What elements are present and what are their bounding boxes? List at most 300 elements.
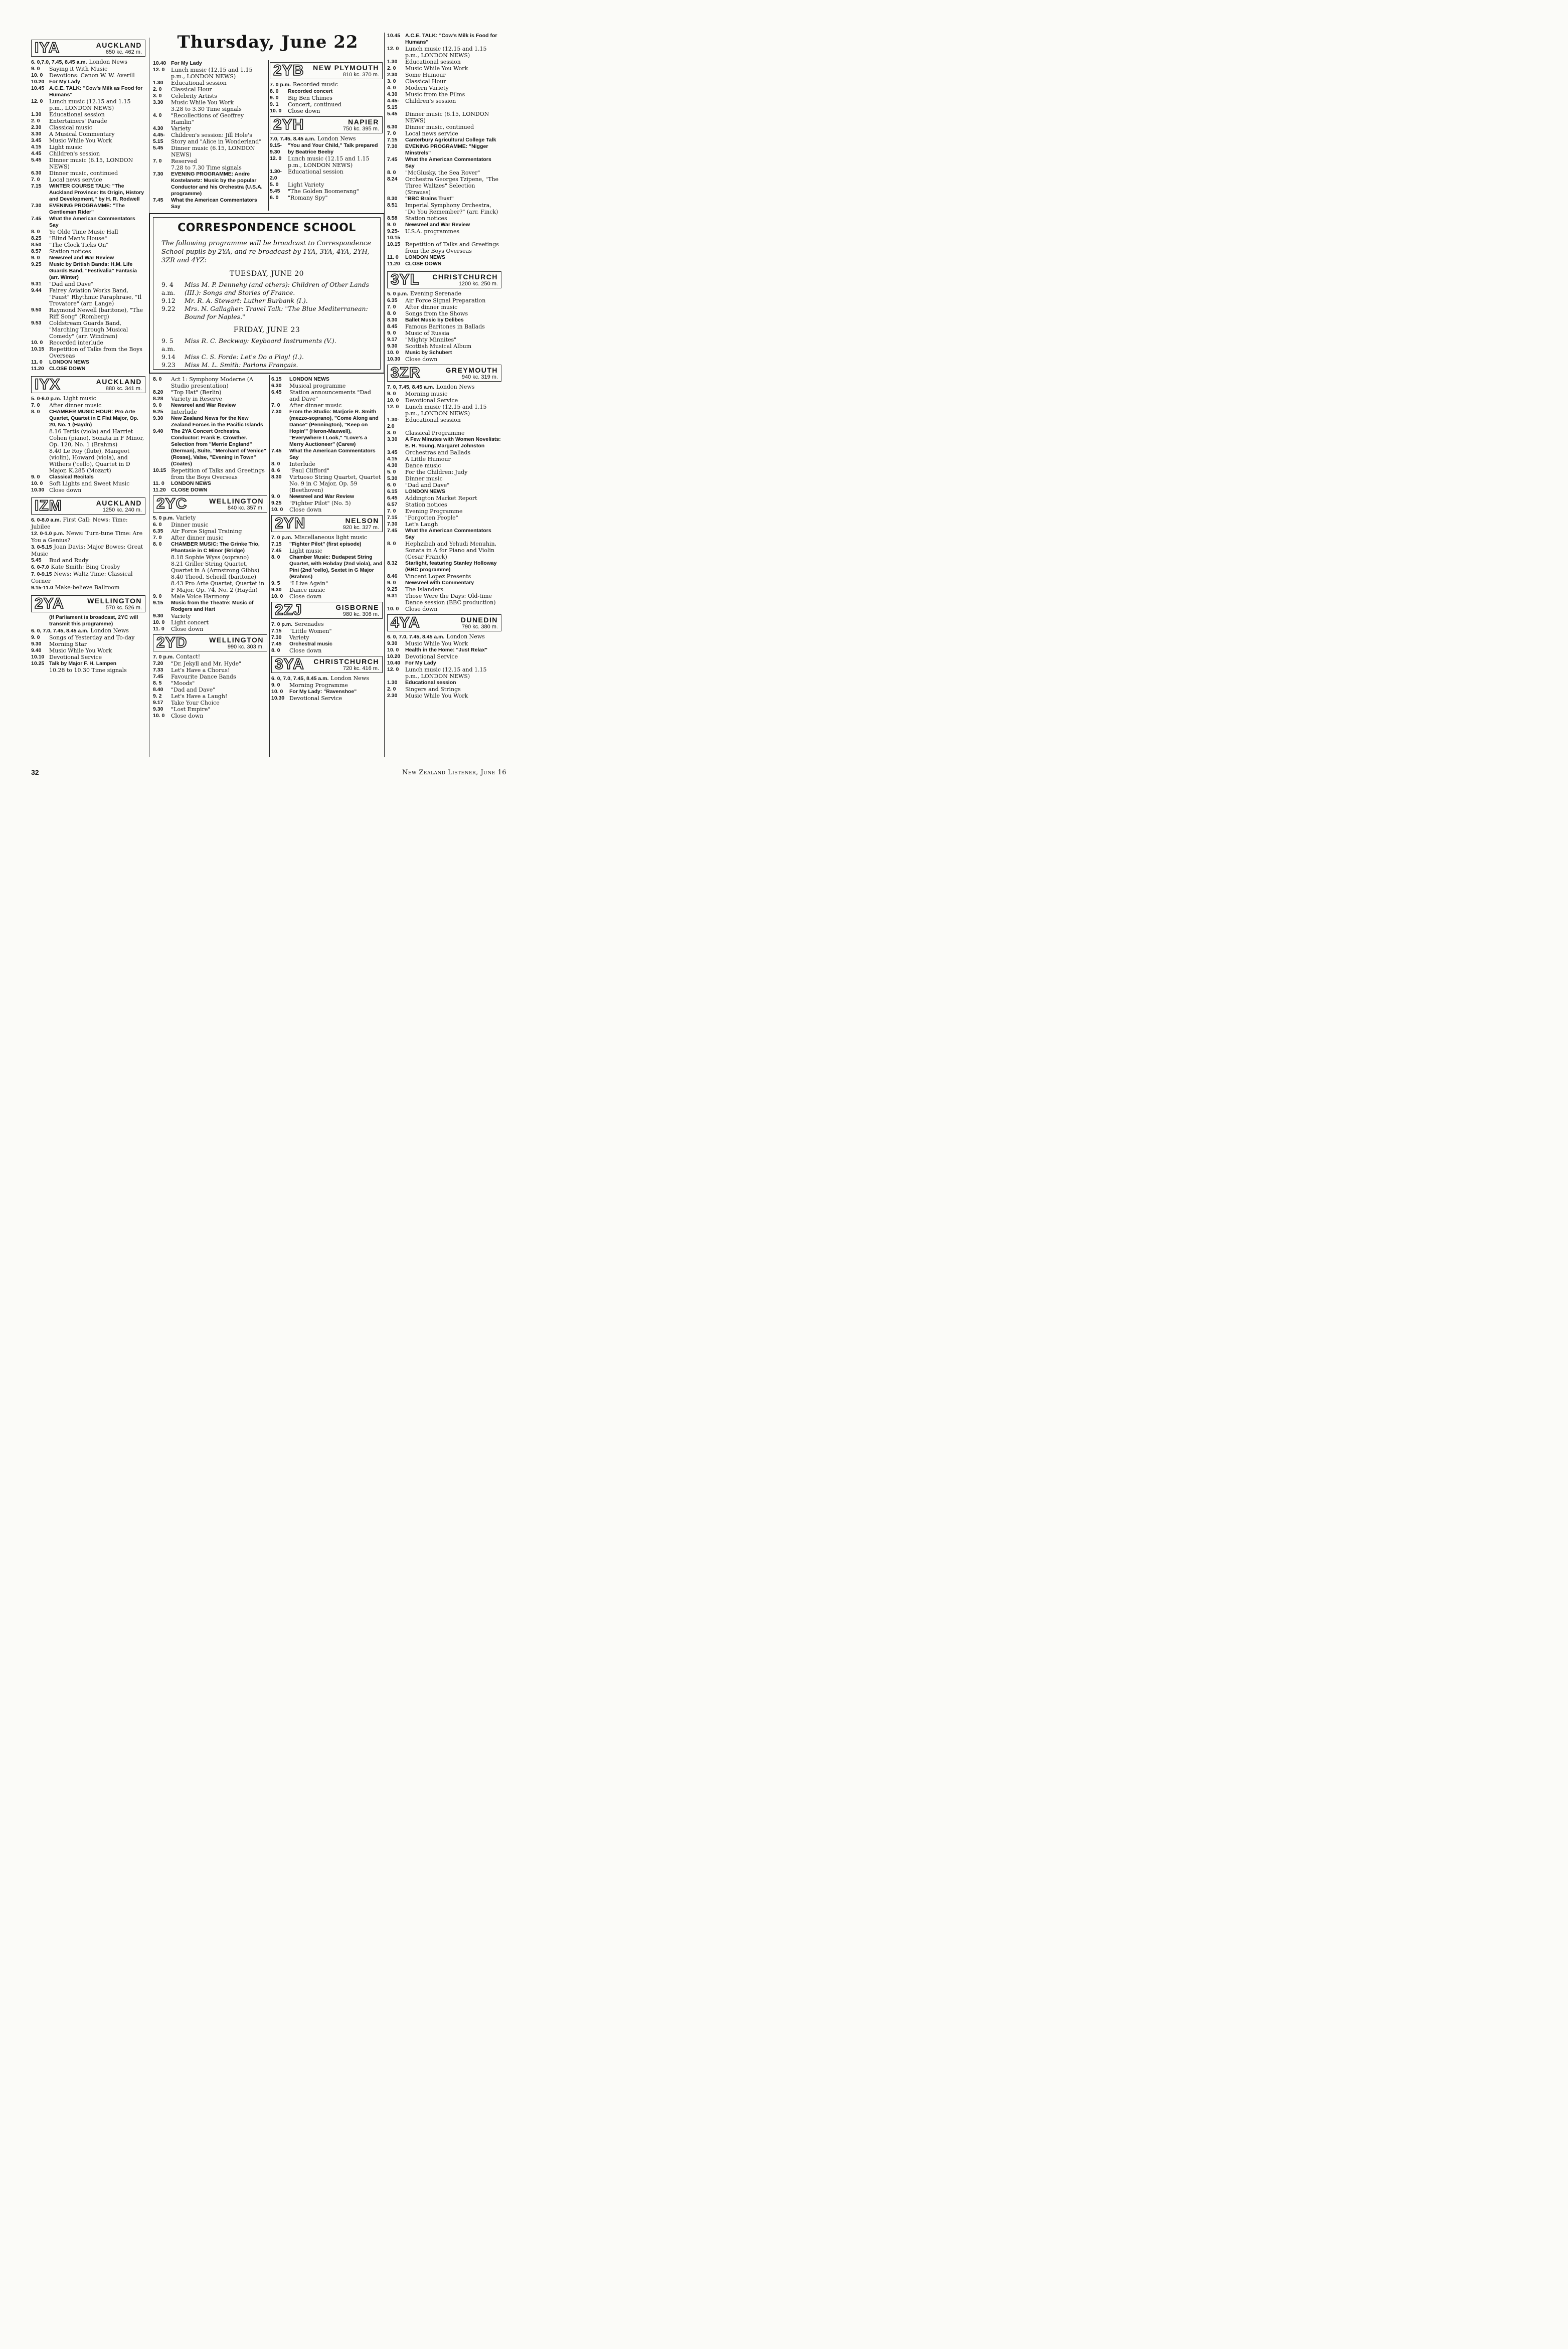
programme-item: [31, 66, 145, 72]
programme-time: 9. 5: [271, 580, 280, 586]
programme-title: "I Live Again": [289, 580, 328, 587]
programme-item: [387, 46, 501, 59]
programme-item: [387, 573, 501, 580]
programme-item: [31, 157, 145, 170]
programme-time: 9.40: [31, 647, 42, 653]
programme-time: 7. 0: [31, 402, 40, 408]
programme-title: Classical Hour: [405, 78, 446, 85]
correspondence-text: Miss M. P. Dennehy (and others): Children of Other Lands (III.): Songs and Stories of France.: [185, 281, 369, 296]
programme-item: [387, 202, 501, 215]
programme-item: [387, 515, 501, 521]
programme-item: [31, 229, 145, 235]
programme-title: Local news service: [49, 177, 102, 183]
programme-time: 9.25: [387, 586, 398, 592]
programme-title: Joan Davis: Major Bowes: Great Music: [31, 544, 143, 557]
programme-time: 10.20: [31, 79, 45, 85]
programme-time: 9.30: [153, 415, 163, 421]
station-city: WELLINGTON: [87, 596, 142, 605]
programme-title: Recorded concert: [288, 88, 333, 94]
programme-time: 9.30: [271, 587, 282, 593]
station-header-1zm: [31, 497, 145, 515]
programme-time: 7.15: [271, 628, 282, 634]
programme-time: 6. 0: [270, 195, 279, 201]
programme-time: 5.45: [387, 111, 398, 117]
programme-item: [387, 541, 501, 560]
programme-item: [31, 320, 145, 340]
programme-item: [387, 593, 501, 606]
programme-title: Variety: [176, 515, 196, 521]
programme-title: Celebrity Artists: [171, 93, 217, 99]
programme-title: "You and Your Child," Talk prepared by Beatrice Beeby: [288, 142, 378, 155]
programme-title: "Lost Empire": [171, 706, 211, 713]
programme-title: CLOSE DOWN: [49, 366, 86, 372]
programme-title: Music While You Work: [405, 693, 468, 699]
programme-title: Let's Have a Chorus!: [171, 667, 230, 674]
column-3-top: [270, 60, 383, 201]
station-header-2ya: [31, 595, 145, 612]
programme-title: Canterbury Agricultural College Talk: [405, 137, 496, 143]
station-header-3zr: [387, 365, 501, 382]
programme-title: 3.28 to 3.30 Time signals: [171, 106, 242, 112]
programme-time: 9.15: [153, 600, 163, 606]
programme-title: Miscellaneous light music: [294, 534, 368, 541]
programme-item: [153, 574, 267, 580]
programme-time: 12. 0: [31, 98, 43, 104]
programme-title: LONDON NEWS: [289, 376, 329, 382]
programme-time: 7.30: [153, 171, 163, 177]
programme-time: 9.31: [31, 281, 42, 287]
programme-title: CLOSE DOWN: [171, 487, 208, 493]
programme-time: 1.30: [31, 111, 42, 117]
programme-item: [153, 112, 264, 125]
programme-item: [387, 254, 501, 261]
programme-title: "McGlusky, the Sea Rover": [405, 170, 480, 176]
programme-time: 10.20: [387, 653, 401, 659]
programme-item: [387, 580, 501, 586]
programme-time: 6.35: [387, 297, 398, 303]
programme-title: Children's session: [405, 98, 456, 104]
programme-title: Children's session: [49, 150, 100, 157]
correspondence-text: Miss C. S. Forde: Let's Do a Play! (I.).: [185, 353, 304, 361]
programme-item: [153, 106, 264, 112]
programme-title: Reserved: [171, 158, 197, 164]
programme-title: Music While You Work: [49, 647, 112, 654]
programme-title: New Zealand News for the New Zealand Forces in the Pacific Islands: [171, 415, 263, 428]
programme-item: [271, 695, 383, 702]
programme-item: [387, 350, 501, 356]
programme-item: [31, 544, 145, 557]
programme-title: "Paul Clifford": [289, 467, 329, 474]
programme-item: [31, 137, 145, 144]
programme-time: 7. 0 p.m.: [270, 82, 291, 88]
programme-item: [153, 145, 264, 158]
programme-item: [31, 667, 145, 674]
programme-time: 9. 0: [270, 95, 279, 101]
programme-item: [31, 402, 145, 409]
station-frequency: 880 kc. 341 m.: [105, 385, 142, 392]
programme-item: [31, 183, 145, 203]
programme-title: Those Were the Days: Old-time Dance session (BBC production): [405, 593, 496, 606]
programme-item: [387, 310, 501, 317]
programme-title: Raymond Newell (baritone), "The Riff Song" (Romberg): [49, 307, 143, 320]
programme-item: [387, 215, 501, 222]
programme-item: [387, 323, 501, 330]
programme-item: [31, 634, 145, 641]
station-frequency: 1200 kc. 250 m.: [458, 280, 498, 287]
station-header-3ya: [271, 656, 383, 673]
programme-item: [387, 170, 501, 176]
programme-title: "Top Hat" (Berlin): [171, 389, 222, 396]
programme-item: [153, 402, 267, 409]
programme-time: 9.15-9.30: [270, 142, 282, 155]
programme-item: [271, 647, 383, 654]
programme-time: 10.25: [31, 660, 45, 666]
programme-item: [387, 317, 501, 323]
programme-item: [153, 554, 267, 561]
programme-title: Morning Programme: [289, 682, 348, 689]
column-3-bottom: [271, 376, 383, 702]
programme-item: [31, 98, 145, 111]
programme-time: 7.15: [387, 137, 398, 143]
station-call-sign: 2YA: [35, 595, 64, 612]
programme-item: [387, 59, 501, 65]
programme-item: [153, 687, 267, 693]
programme-list-1ya: [31, 59, 145, 372]
programme-item: [153, 653, 267, 660]
programme-time: 9.25: [153, 409, 163, 415]
station-frequency: 650 kc. 462 m.: [105, 49, 142, 55]
programme-title: Soft Lights and Sweet Music: [49, 480, 130, 487]
programme-title: "Fighter Pilot" (No. 5): [289, 500, 351, 507]
programme-title: Local news service: [405, 130, 458, 137]
programme-item: [387, 130, 501, 137]
programme-item: [31, 584, 145, 591]
programme-title: Educational session: [405, 59, 461, 65]
programme-time: 7.15: [31, 183, 42, 189]
programme-item: [270, 188, 383, 195]
station-frequency: 980 kc. 306 m.: [342, 611, 379, 617]
station-city: NEW PLYMOUTH: [313, 63, 379, 72]
programme-item: [31, 150, 145, 157]
programme-time: 7. 0 p.m.: [271, 535, 293, 541]
programme-title: News: Waltz Time: Classical Corner: [31, 571, 133, 584]
programme-time: 1.30: [387, 59, 398, 65]
programme-title: Singers and Strings: [405, 686, 461, 693]
programme-time: 5. 0 p.m.: [387, 291, 409, 297]
programme-item: [387, 356, 501, 363]
programme-time: 8.30: [387, 196, 398, 202]
programme-item: [271, 409, 383, 448]
programme-item: [153, 80, 264, 86]
station-frequency: 810 kc. 370 m.: [342, 71, 379, 78]
programme-title: Close down: [289, 647, 322, 654]
programme-item: [271, 554, 383, 580]
programme-item: [153, 164, 264, 171]
programme-list-2zj: [271, 621, 383, 654]
programme-time: 7. 0: [153, 535, 162, 541]
programme-list-3ya: [271, 675, 383, 702]
programme-title: Air Force Signal Preparation: [405, 297, 486, 304]
programme-title: Make-believe Ballroom: [55, 584, 120, 591]
station-call-sign: 2YB: [273, 62, 304, 79]
programme-item: [387, 330, 501, 337]
programme-title: Classical Programme: [405, 430, 465, 436]
programme-item: [387, 33, 501, 46]
programme-title: 8.40 Theod. Scheidl (baritone): [171, 574, 257, 580]
programme-time: 10. 0: [271, 593, 283, 599]
programme-item: [387, 521, 501, 528]
programme-time: [153, 164, 171, 171]
programme-title: Famous Baritones in Ballads: [405, 323, 485, 330]
programme-time: 8. 0: [271, 647, 280, 653]
programme-time: 9.17: [153, 700, 163, 706]
programme-item: [387, 222, 501, 228]
programme-time: 4.45: [31, 150, 42, 156]
programme-title: "Dad and Dave": [405, 482, 450, 488]
programme-time: 7.0, 7.45, 8.45 a.m.: [270, 136, 316, 142]
programme-time: 4.30: [153, 125, 163, 131]
programme-item: [270, 155, 383, 169]
programme-item: [387, 65, 501, 72]
programme-time: 9.25: [271, 500, 282, 506]
correspondence-item: [161, 361, 372, 369]
programme-title: The Islanders: [405, 586, 444, 593]
programme-item: [153, 93, 264, 99]
programme-time: 10. 0: [271, 507, 283, 513]
programme-title: For My Lady: "Ravenshoe": [289, 689, 357, 695]
programme-time: 10.30: [271, 695, 285, 701]
programme-title: Newsreel and War Review: [171, 402, 236, 408]
programme-time: 9.30: [31, 641, 42, 647]
programme-item: [387, 693, 501, 699]
programme-title: Classical music: [49, 124, 92, 131]
programme-time: 10.40: [387, 660, 401, 666]
programme-item: [153, 396, 267, 402]
programme-title: Orchestra Georges Tzipene, "The Three Waltzes" Selection (Strauss): [405, 176, 499, 196]
programme-item: [31, 487, 145, 493]
programme-list-2ya-continued: [153, 60, 264, 210]
programme-item: [271, 402, 383, 409]
programme-time: 10.45: [31, 85, 45, 91]
station-city: NAPIER: [348, 117, 379, 126]
programme-time: 10. 0: [153, 619, 165, 625]
station-frequency: 940 kc. 319 m.: [461, 374, 498, 380]
station-city: AUCKLAND: [96, 377, 142, 386]
programme-item: [387, 72, 501, 78]
programme-time: 12. 0: [387, 46, 399, 52]
programme-time: 8.30: [271, 474, 282, 480]
programme-title: After dinner music: [289, 402, 342, 409]
programme-title: "Romany Spy": [288, 195, 328, 201]
programme-time: 8. 0: [387, 310, 396, 316]
programme-time: 10.30: [387, 356, 401, 362]
programme-title: Big Ben Chimes: [288, 95, 332, 101]
page-title: Thursday, June 22: [177, 32, 359, 52]
programme-time: 9.17: [387, 337, 398, 343]
station-call-sign: IZM: [35, 497, 62, 514]
programme-item: [31, 131, 145, 137]
programme-time: 10. 0: [387, 606, 399, 612]
programme-item: [31, 340, 145, 346]
programme-time: [153, 580, 171, 593]
correspondence-item: [161, 281, 372, 297]
programme-title: "Forgotten People": [405, 515, 458, 521]
programme-time: 7.30: [271, 634, 282, 640]
programme-time: 9. 0: [271, 493, 280, 499]
programme-time: 7. 0: [271, 402, 280, 408]
programme-time: 8. 0: [271, 461, 280, 467]
programme-item: [271, 593, 383, 600]
programme-item: [31, 177, 145, 183]
programme-title: Repetition of Talks and Greetings from the Boys Overseas: [405, 241, 499, 254]
programme-title: Contact!: [176, 653, 201, 660]
programme-time: 12. 0: [387, 666, 399, 673]
programme-title: U.S.A. programmes: [405, 228, 460, 235]
programme-time: 9. 0: [271, 682, 280, 688]
programme-item: [387, 436, 501, 449]
programme-time: 8. 0: [270, 88, 279, 94]
programme-item: [387, 111, 501, 124]
programme-item: [387, 660, 501, 666]
programme-title: After dinner music: [49, 402, 102, 409]
programme-time: 10. 0: [31, 72, 43, 78]
programme-time: 9.30: [387, 640, 398, 646]
column-4: [387, 33, 501, 699]
column-2-top: [153, 60, 264, 210]
programme-title: Dance music: [289, 587, 325, 593]
programme-item: [153, 409, 267, 415]
station-frequency: 790 kc. 380 m.: [461, 623, 498, 630]
programme-title: "Moods": [171, 680, 195, 687]
programme-item: [31, 654, 145, 660]
programme-time: 10.15: [31, 346, 45, 352]
programme-time: 3. 0: [153, 93, 162, 99]
station-header-2yb: [270, 62, 383, 79]
programme-time: 7. 0, 7.45, 8.45 a.m.: [387, 384, 434, 390]
programme-title: What the American Commentators Say: [171, 197, 257, 210]
programme-item: [271, 389, 383, 402]
programme-item: [153, 613, 267, 619]
programme-title: Educational session: [49, 111, 105, 118]
programme-title: Newsreel and War Review: [289, 493, 355, 499]
programme-item: [153, 99, 264, 106]
programme-time: 8.25: [31, 235, 42, 241]
programme-title: Lunch music (12.15 and 1.15 p.m., LONDON NEWS): [405, 404, 487, 417]
programme-time: 7.15: [387, 515, 398, 521]
programme-time: 9.50: [31, 307, 42, 313]
programme-time: 11. 0: [153, 626, 164, 632]
programme-time: 3. 0: [387, 78, 396, 84]
programme-title: Lunch music (12.15 and 1.15 p.m., LONDON NEWS): [288, 155, 370, 169]
programme-item: [387, 85, 501, 91]
programme-title: Songs of Yesterday and To-day: [49, 634, 135, 641]
programme-title: A.C.E. TALK: "Cow's Milk as Food for Humans": [49, 85, 143, 98]
programme-item: [31, 359, 145, 366]
programme-title: Close down: [405, 356, 438, 363]
programme-time: 8. 0: [387, 170, 396, 176]
programme-time: 8.45: [387, 323, 398, 329]
programme-item: [387, 98, 501, 111]
programme-time: 8. 6: [271, 467, 280, 473]
programme-item: [387, 156, 501, 170]
programme-item: [31, 287, 145, 307]
programme-time: 8. 0: [153, 376, 162, 382]
programme-time: 6. 0: [153, 522, 162, 528]
correspondence-item: [161, 353, 372, 361]
station-header-1yx: [31, 376, 145, 393]
programme-title: WINTER COURSE TALK: "The Auckland Province: Its Origin, History and Development," by H. R. Rodwell: [49, 183, 144, 202]
programme-title: Recorded music: [293, 81, 338, 88]
programme-title: Variety: [171, 613, 191, 619]
programme-time: 9. 0: [153, 402, 162, 408]
programme-item: [271, 682, 383, 689]
programme-title: "Fighter Pilot" (first episode): [289, 541, 362, 547]
programme-item: [153, 706, 267, 713]
programme-title: Evening Programme: [405, 508, 463, 515]
station-header-2yh: [270, 116, 383, 133]
programme-item: [153, 541, 267, 554]
programme-time: 9. 1: [270, 101, 279, 107]
programme-time: 4.45-5.15: [387, 98, 399, 110]
programme-time: 11.20: [31, 366, 44, 372]
programme-time: 6. 0-8.0 a.m.: [31, 517, 61, 523]
programme-title: Close down: [171, 713, 204, 719]
programme-time: 9.44: [31, 287, 42, 293]
programme-time: 11. 0: [31, 359, 43, 365]
programme-time: 2.30: [387, 693, 398, 699]
programme-time: 10.10: [31, 654, 45, 660]
programme-time: 4. 0: [153, 112, 162, 118]
programme-item: [387, 508, 501, 515]
programme-title: A Little Humour: [405, 456, 451, 462]
programme-title: For My Lady: [405, 660, 436, 666]
programme-time: 7. 0-9.15: [31, 571, 52, 577]
programme-item: [31, 255, 145, 261]
programme-title: Orchestral music: [289, 641, 332, 647]
programme-time: 6.30: [271, 383, 282, 389]
station-call-sign: IYX: [35, 376, 61, 393]
programme-title: Lunch music (12.15 and 1.15 p.m., LONDON NEWS): [405, 46, 487, 59]
programme-title: EVENING PROGRAMME: "Nigger Minstrels": [405, 143, 488, 156]
programme-title: London News: [330, 675, 369, 682]
programme-time: [31, 428, 49, 448]
programme-item: [31, 170, 145, 177]
column-divider: [269, 375, 270, 757]
programme-item: [31, 395, 145, 402]
station-city: DUNEDIN: [460, 615, 498, 624]
programme-time: 7. 0: [31, 177, 40, 183]
programme-item: [387, 417, 501, 430]
programme-title: Children's session: Jill Hole's Story and "Alice in Wonderland": [171, 132, 262, 145]
correspondence-item: [161, 297, 372, 305]
programme-time: 9. 0: [31, 474, 40, 480]
programme-item: [271, 621, 383, 628]
programme-item: [387, 297, 501, 304]
programme-item: [387, 462, 501, 469]
programme-time: 10. 0: [31, 340, 43, 346]
programme-item: [271, 628, 383, 634]
programme-item: [387, 475, 501, 482]
station-frequency: 920 kc. 327 m.: [342, 524, 379, 531]
programme-item: [153, 535, 267, 541]
station-city: WELLINGTON: [209, 635, 264, 644]
programme-title: Station notices: [405, 501, 447, 508]
station-call-sign: 2YN: [275, 515, 306, 532]
programme-title: Repetition of Talks and Greetings from the Boys Overseas: [171, 467, 265, 480]
programme-time: 8. 0: [387, 541, 396, 547]
programme-time: 9.30: [387, 343, 398, 349]
programme-title: Educational session: [405, 417, 461, 423]
